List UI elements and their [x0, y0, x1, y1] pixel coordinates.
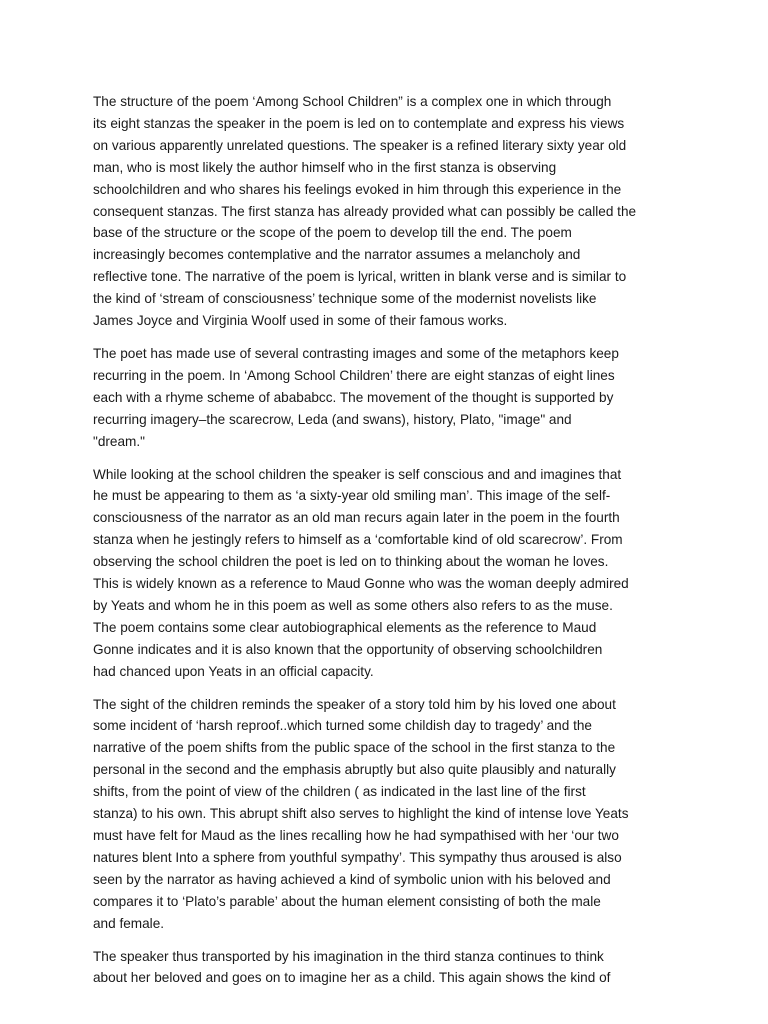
text-line: man, who is most likely the author himself who in the first stanza is observing [93, 159, 557, 175]
text-line: seen by the narrator as having achieved a kind of symbolic union with his beloved and [93, 871, 611, 887]
text-line: the kind of ‘stream of consciousness’ technique some of the modernist novelists like [93, 291, 597, 307]
text-line: increasingly becomes contemplative and the narrator assumes a melancholy and [93, 247, 581, 263]
text-line: each with a rhyme scheme of abababcc. The movement of the thought is supported by [93, 389, 614, 405]
text-line: narrative of the poem shifts from the public space of the school in the first stanza to the [93, 740, 616, 756]
text-line: reflective tone. The narrative of the poem is lyrical, written in blank verse and is similar to [93, 269, 627, 285]
text-line: schoolchildren and who shares his feelings evoked in him through this experience in the [93, 181, 622, 197]
text-line: he must be appearing to them as ‘a sixty-year old smiling man’. This image of the self- [93, 488, 611, 504]
document-body [93, 91, 688, 1000]
text-line: stanza when he jestingly refers to himself as a ‘comfortable kind of old scarecrow’. From [93, 532, 623, 548]
text-line: While looking at the school children the speaker is self conscious and and imagines that [93, 466, 622, 482]
text-line: some incident of ‘harsh reproof..which turned some childish day to tragedy’ and the [93, 718, 592, 734]
text-line: must have felt for Maud as the lines recalling how he had sympathised with her ‘our two [93, 828, 619, 843]
text-line: observing the school children the poet is led on to thinking about the woman he loves. [93, 554, 609, 570]
text-line: stanza) to his own. This abrupt shift also serves to highlight the kind of intense love Yeats [93, 806, 629, 822]
text-line: about her beloved and goes on to imagine her as a child. This again shows the kind of [93, 970, 611, 986]
paragraph [93, 946, 688, 990]
text-line: shifts, from the point of view of the children ( as indicated in the last line of the first [93, 784, 586, 800]
text-line: The sight of the children reminds the speaker of a story told him by his loved one about [93, 696, 616, 712]
text-line: base of the structure or the scope of the poem to develop till the end. The poem [93, 225, 572, 241]
text-line: had chanced upon Yeats in an official capacity. [93, 663, 374, 679]
text-line: The poet has made use of several contrasting images and some of the metaphors keep [93, 345, 619, 361]
text-line: "dream." [93, 433, 145, 449]
paragraph [93, 694, 688, 935]
text-line: consciousness of the narrator as an old man recurs again later in the poem in the fourth [93, 510, 620, 526]
paragraph [93, 91, 688, 332]
text-line: on various apparently unrelated questions. The speaker is a refined literary sixty year old [93, 137, 627, 153]
text-line: Gonne indicates and it is also known that the opportunity of observing schoolchildren [93, 641, 603, 657]
text-line: by Yeats and whom he in this poem as well as some others also refers to as the muse. [93, 597, 613, 613]
text-line: The speaker thus transported by his imagination in the third stanza continues to think [93, 948, 604, 964]
text-line: its eight stanzas the speaker in the poem is led on to contemplate and express his views [93, 115, 625, 131]
text-line: This is widely known as a reference to Maud Gonne who was the woman deeply admired [93, 576, 629, 592]
text-line: James Joyce and Virginia Woolf used in some of their famous works. [93, 313, 508, 329]
text-line: and female. [93, 915, 165, 931]
paragraph [93, 464, 688, 683]
text-line: compares it to ‘Plato’s parable’ about the human element consisting of both the male [93, 893, 601, 909]
paragraph [93, 343, 688, 453]
text-line: The poem contains some clear autobiographical elements as the reference to Maud [93, 619, 597, 635]
text-line: personal in the second and the emphasis abruptly but also quite plausibly and naturally [93, 762, 616, 778]
text-line: consequent stanzas. The first stanza has already provided what can possibly be called the [93, 203, 637, 219]
text-line: natures blent Into a sphere from youthful sympathy’. This sympathy thus aroused is also [93, 849, 622, 865]
text-line: The structure of the poem ‘Among School Children” is a complex one in which through [93, 94, 612, 109]
text-line: recurring imagery–the scarecrow, Leda (and swans), history, Plato, "image" and [93, 411, 572, 427]
text-line: recurring in the poem. In ‘Among School Children’ there are eight stanzas of eight lines [93, 367, 615, 383]
